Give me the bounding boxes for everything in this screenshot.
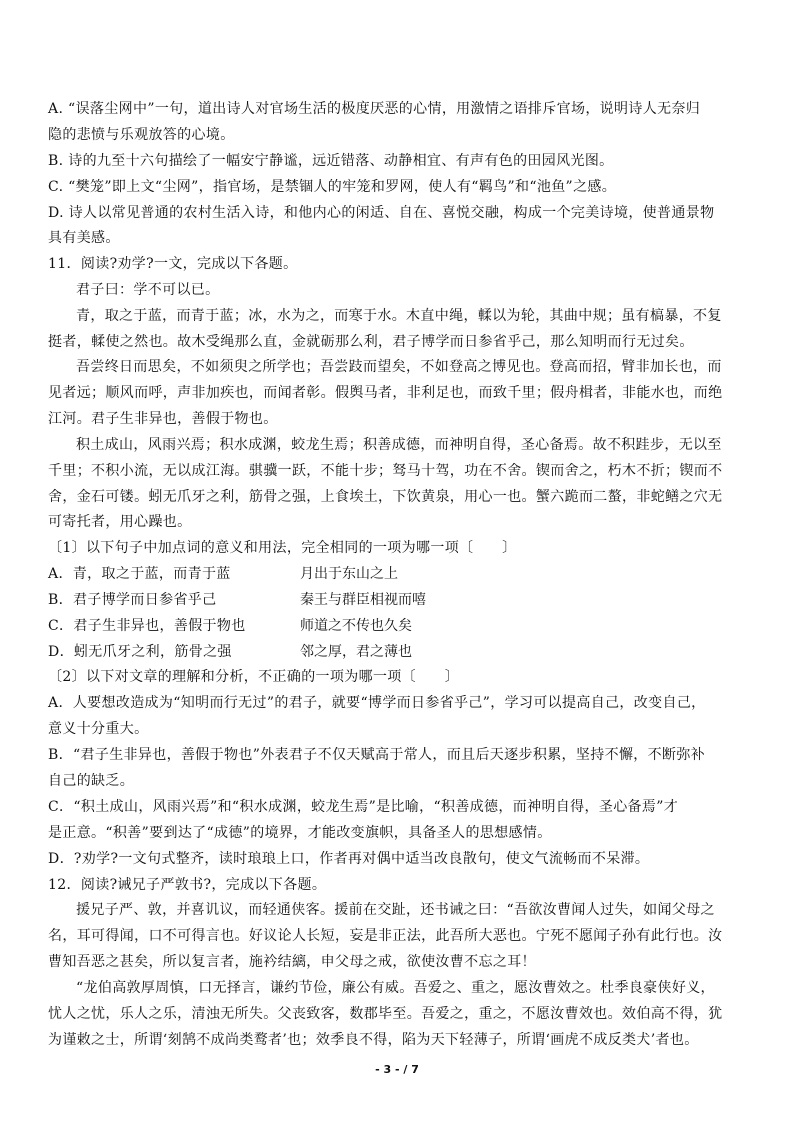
q11-sub2-option-b-line1: B．“君子生非异也，善假于物也”外表君子不仅天赋高于常人，而且后天逐步积累，坚持不懈，不断弥补	[48, 747, 706, 763]
q11-sub1-question: 〔1〕以下句子中加点词的意义和用法，完全相同的一项为哪一项〔 〕	[48, 540, 517, 556]
q11-sub1-option-a-left: A．青，取之于蓝，而青于蓝	[48, 566, 231, 582]
q11-passage-p2-line2: 挺者，輮使之然也。故木受绳那么直，金就砺那么利，君子博学而日参省乎己，那么知明而行无过矣。	[48, 334, 694, 350]
q11-passage-p4-line2: 千里；不积小流，无以成江海。骐骥一跃，不能十步；驽马十驾，功在不舍。锲而舍之，朽木不折；锲而不	[48, 463, 723, 479]
q10-option-d-line2: 具有美感。	[48, 230, 120, 246]
q11-sub1-option-c-left: C．君子生非异也，善假于物也	[48, 618, 246, 634]
q11-passage-p4-line1: 积土成山，风雨兴焉；积水成渊，蛟龙生焉；积善成德，而神明自得，圣心备焉。故不积跬步，无以至	[76, 437, 722, 453]
q10-option-a-line2: 隐的悲愤与乐观放答的心境。	[48, 127, 235, 143]
q11-sub1-option-c-right: 师道之不传也久矣	[300, 618, 412, 634]
q11-sub2-option-c-line2: 是正意。“积善”要到达了“成德”的境界，才能改变旗帜，具备圣人的思想感情。	[48, 825, 552, 841]
q11-passage-p1: 君子曰：学不可以已。	[76, 282, 220, 298]
q11-passage-p3-line1: 吾尝终日而思矣，不如须臾之所学也；吾尝跂而望矣，不如登高之博见也。登高而招，臂非加长也，而	[76, 359, 722, 375]
q11-sub2-option-a-line1: A．人要想改造成为“知明而行无过”的君子，就要“博学而日参省乎己”，学习可以提高自己，改变自己，	[48, 695, 706, 711]
q10-option-d-line1: D. 诗人以常见普通的农村生活入诗，和他内心的闲适、自在、喜悦交融，构成一个完美诗境，使普通景物	[48, 205, 715, 221]
q12-prompt: 12．阅读?诫兄子严敦书?，完成以下各题。	[48, 877, 327, 893]
q11-passage-p3-line2: 见者远；顺风而呼，声非加疾也，而闻者彰。假舆马者，非利足也，而致千里；假舟楫者，非能水也，而绝	[48, 385, 723, 401]
q10-option-c: C. “樊笼”即上文“尘网”，指官场，是禁锢人的牢笼和罗网，使人有“羁鸟”和“池鱼”之感。	[48, 179, 617, 195]
q11-sub2-question: 〔2〕以下对文章的理解和分析，不正确的一项为哪一项〔 〕	[48, 669, 460, 685]
q12-passage-p1-line3: 曹知吾恶之甚矣，所以复言者，施衿结縭，申父母之戒，欲使汝曹不忘之耳！	[48, 954, 536, 970]
q11-prompt: 11．阅读?劝学?一文，完成以下各题。	[48, 256, 298, 272]
q11-sub2-option-d: D．?劝学?一文句式整齐，读时琅琅上口，作者再对偶中适当改良散句，使文气流畅而不呆滞。	[48, 851, 650, 867]
q10-option-a-line1: A. “误落尘网中”一句，道出诗人对官场生活的极度厌恶的心情，用激情之语排斥官场，说明诗人无奈归	[48, 101, 701, 117]
q11-sub1-option-a-right: 月出于东山之上	[300, 566, 398, 582]
q11-passage-p2-line1: 青，取之于蓝，而青于蓝；冰，水为之，而寒于水。木直中绳，輮以为轮，其曲中规；虽有槁暴，不复	[76, 308, 722, 324]
q11-sub1-option-d-left: D．蚓无爪牙之利，筋骨之强	[48, 644, 232, 660]
q11-passage-p4-line4: 可寄托者，用心躁也。	[48, 514, 192, 530]
q12-passage-p2-line3: 为谨敕之士，所谓‘刻鹄不成尚类鹜者’也；效季良不得，陷为天下轻薄子，所谓‘画虎不成反类犬’者也。	[48, 1032, 699, 1048]
q12-passage-p1-line1: 援兄子严、敦，并喜讥议，而轻通侠客。援前在交趾，还书诫之曰：“吾欲汝曹闻人过失，如闻父母之	[76, 902, 715, 918]
q11-passage-p3-line3: 江河。君子生非异也，善假于物也。	[48, 411, 278, 427]
q11-sub1-option-d-right: 邻之厚，君之薄也	[300, 644, 412, 660]
q11-sub2-option-b-line2: 自己的缺乏。	[48, 773, 135, 789]
q11-sub1-option-b-right: 秦王与群臣相视而嘻	[300, 592, 426, 608]
q11-sub2-option-c-line1: C．“积土成山，风雨兴焉”和“积水成渊，蛟龙生焉”是比喻，“积善成德，而神明自得，圣心备焉”才	[48, 799, 679, 815]
q12-passage-p2-line1: “龙伯高敦厚周慎，口无择言，谦约节俭，廉公有威。吾爱之、重之，愿汝曹效之。杜季良豪侠好义，	[76, 980, 715, 996]
q11-passage-p4-line3: 舍，金石可镂。蚓无爪牙之利，筋骨之强，上食埃土，下饮黄泉，用心一也。蟹六跪而二螯，非蛇鳝之穴无	[48, 489, 723, 505]
q12-passage-p2-line2: 忧人之忧，乐人之乐，清浊无所失。父丧致客，数郡毕至。吾爱之，重之，不愿汝曹效也。效伯高不得，犹	[48, 1006, 723, 1022]
page-number: - 3 - / 7	[375, 1063, 419, 1076]
q11-sub2-option-a-line2: 意义十分重大。	[48, 721, 149, 737]
q10-option-b: B. 诗的九至十六句描绘了一幅安宁静谧，远近错落、动静相宜、有声有色的田园风光图。	[48, 153, 614, 169]
q11-sub1-option-b-left: B．君子博学而日参省乎己	[48, 592, 217, 608]
q12-passage-p1-line2: 名，耳可得闻，口不可得言也。好议论人长短，妄是非正法，此吾所大恶也。宁死不愿闻子孙有此行也。汝	[48, 928, 723, 944]
